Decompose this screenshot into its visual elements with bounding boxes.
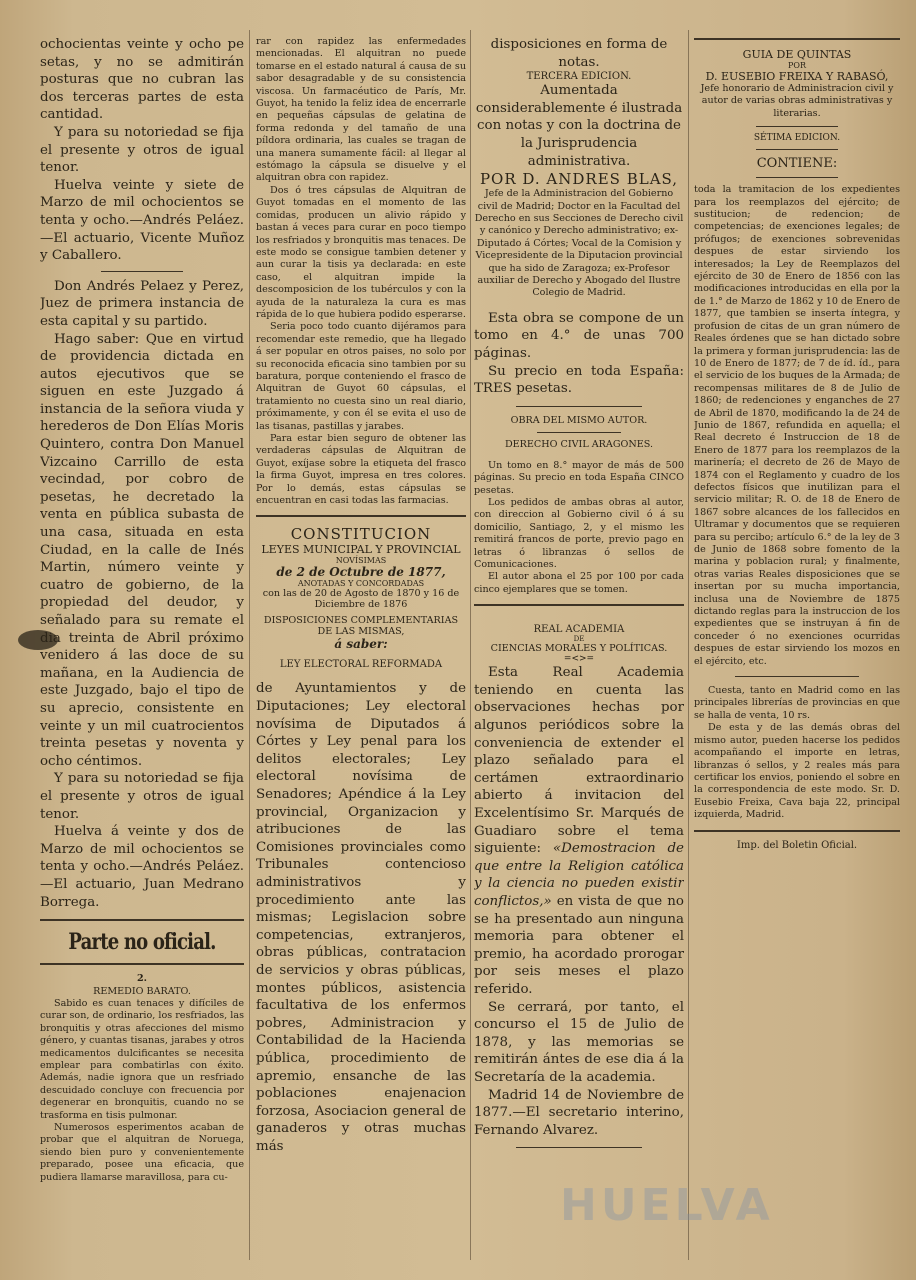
- section-heading: REAL ACADEMIA: [533, 624, 625, 636]
- divider: [694, 830, 900, 832]
- ad-date: de 2 de Octubre de 1877,: [276, 565, 446, 580]
- section-heading: DERECHO CIVIL ARAGONES.: [504, 438, 654, 450]
- divider: [756, 177, 838, 178]
- column-4: [694, 36, 900, 851]
- paragraph: Aumentada considerablemente é ilustrada con notas y con la doctrina de la Jurisprudencia administrativa.: [475, 83, 683, 169]
- ornament: =<>=: [563, 654, 595, 665]
- paragraph: Esta Real Academia teniendo en cuenta las observaciones hechas por algunos periódicos sobre la conveniencia de extender el plazo señalado para el certámen extraordinario abierto á invitacion del Excelentísimo Sr. Marqués de Guadiaro sobre el tema siguiente: «Demostracion de que entre la Religion católica y la ciencia no pueden existir conflictos,» en vista de que no se ha presentado aun ninguna memoria para obtener el premio, ha acordado prorogar por seis meses el plazo referido.: [474, 665, 684, 997]
- edition: TERCERA EDICION.: [526, 71, 632, 83]
- paragraph: de Ayuntamientos y de Diputaciones; Ley electoral novísima de Diputados á Córtes y Ley penal para los delitos electorales; Ley electoral novísima de Senadores; Apéndice á la Ley provincial, Organizacion y atribuciones de las Comisiones provinciales como Tribunales contencioso administrativos y procedimiento ante las mismas; Legislacion sobre competencias, extranjeros, obras públicas, contratacion de servicios y obras públicas, montes públicos, asistencia facultativa de los enfermos pobres, Administracion y Contabilidad de la Hacienda pública, procedimiento de apremio, ensanche de las poblaciones enajenacion forzosa, Asociacion general de ganaderos y otras muchas más: [256, 681, 466, 1154]
- paragraph: rar con rapidez las enfermedades mencionadas. El alquitran no puede tomarse en el estado natural á causa de su sabor desagradable y de su consistencia viscosa. Un farmacéutico de París, Mr. Guyot, ha tenido la feliz idea de encerrarle en pequeñas cápsulas de gelatina de forma redonda y del tamaño de una píldora ordinaria, las cuales se tragan de una manera sumamente fácil: al llegar al estómago la cápsula se disuelve y el alquitran obra con rapidez.: [256, 36, 466, 184]
- article-number: 2.: [136, 973, 147, 985]
- watermark: HUELVA: [560, 1180, 774, 1231]
- ad-title: CONSTITUCION: [290, 525, 432, 544]
- printer-imprint: Imp. del Boletin Oficial.: [736, 839, 858, 851]
- paragraph: Se cerrará, por tanto, el concurso el 15 de Julio de 1878, y las memorias se remitirán ántes de ese dia á la Secretaría de la academia.: [474, 999, 684, 1085]
- paragraph: Huelva veinte y siete de Marzo de mil ochocientos se tenta y ocho.—Andrés Peláez.—El actuario, Vicente Muñoz y Caballero.: [40, 177, 244, 264]
- ad-subtitle: á saber:: [334, 637, 388, 652]
- column-divider: [249, 30, 250, 1260]
- section-title: Parte no oficial.: [68, 929, 216, 956]
- divider: [101, 271, 183, 272]
- paragraph: Esta obra se compone de un tomo en 4.° de unas 700 páginas.: [474, 310, 684, 361]
- paragraph: Y para su notoriedad se fija el presente y otros de igual tenor.: [40, 124, 244, 176]
- ad-subtitle: NOVÍSIMAS: [335, 556, 387, 566]
- section-heading: OBRA DEL MISMO AUTOR.: [510, 414, 648, 426]
- edition: SÉTIMA EDICION.: [753, 133, 841, 144]
- column-3: [474, 36, 684, 1156]
- column-divider: [688, 30, 689, 1260]
- divider: [537, 432, 621, 433]
- paragraph: Sabido es cuan tenaces y difíciles de curar son, de ordinario, los resfriados, las bronquitis y otras afecciones del mismo género, y cuantas tisanas, jarabes y otros medicamentos dulcificantes se necesita emplear para combatirlas con éxito. Además, nadie ignora que un resfriado descuidado concluye con frecuencia por degenerar en bronquitis, cuando no se trasforma en tisis pulmonar.: [40, 997, 244, 1121]
- divider: [516, 406, 642, 407]
- section-heading: DE: [573, 635, 585, 644]
- divider: [756, 149, 838, 150]
- paragraph: Seria poco todo cuanto dijéramos para recomendar este remedio, que ha llegado á ser popular en otros paises, no solo por su reconocida eficacia sino tambien por su baratura, porque conteniendo el frasco de Alquitran de Guyot 60 cápsulas, el tratamiento no cuesta sino un real diario, próximamente, y con él se evita el uso de las tisanas, pastillas y jarabes.: [256, 321, 466, 432]
- book-title: GUIA DE QUINTAS: [742, 48, 852, 61]
- paragraph: Madrid 14 de Noviembre de 1877.—El secretario interino, Fernando Alvarez.: [474, 1087, 684, 1138]
- paragraph: Hago saber: Que en virtud de providencia dictada en autos ejecutivos que se siguen en este Juzgado á instancia de la señora viuda y herederos de Don Elías Moris Quintero, contra Don Manuel Vizcaino Carrillo de esta vecindad, por cobro de pesetas, he decretado la venta en pública subasta de una casa, situada en esta Ciudad, en la calle de Inés Martin, número veinte y cuatro de gobierno, de la propiedad del deudor, y señalado para su remate el dia treinta de Abril próximo venidero á las doce de su mañana, en la Audiencia de este Juzgado, bajo el tipo de su aprecio, consistente en veinte y un mil cuatrocientos treinta pesetas y noventa y ocho céntimos.: [40, 331, 244, 769]
- paragraph: Para estar bien seguro de obtener las verdaderas cápsulas de Alquitran de Guyot, exíjase sobre la etiqueta del frasco la firma Guyot, impresa en tres colores. Por lo demás, estas cápsulas se encuentran en casi todas las farmacias.: [256, 433, 466, 507]
- paragraph: Su precio en toda España: TRES pesetas.: [474, 363, 684, 397]
- paragraph: toda la tramitacion de los expedientes para los reemplazos del ejército; de sustitucion; de redencion; de competencias; de exenciones legales; de prófugos; de exenciones sobrevenidas despues de estar sirviendo los interesados; la Ley de Reemplazos del ejército de 30 de Enero de 1856 con las modificaciones introducidas en ella por la de 1.° de Marzo de 1862 y 10 de Enero de 1877, que tambien se inserta íntegra, y profusion de citas de un gran número de Reales órdenes que se han dictado sobre la primera y forman jurisprudencia: las de 10 de Enero de 1877; de 7 de íd. íd., para el servicio de los buques de la Armada; de recompensas militares de 8 de Julio de 1860; de redenciones y enganches de 27 de Abril de 1870, modificando la de 24 de Junio de 1867, refundida en aquella; el Real decreto é Instruccion de 18 de Enero de 1877 para los reemplazos de la marinería; el decreto de 26 de Mayo de 1874 con el Reglamento y cuadro de los defectos físicos que inutilizan para el servicio militar; R. O. de 18 de Enero de 1867 sobre alcances de los fallecidos en Ultramar y documentos que se requieren para su percibo; artículo 6.° de la ley de 3 de Junio de 1868 sobre fomento de la marina y poblacion rural; y finalmente, otras varias Reales disposiciones que se insertan por su mucha importancia, inclusa una de Noviembre de 1875 dictando reglas para la instruccion de los expedientes que se instruyan á fin de conceder ó no exenciones ocurridas despues de estar sirviendo los mozos en el ejército, etc.: [694, 184, 900, 667]
- ad-subtitle: ANOTADAS Y CONCORDADAS: [297, 579, 425, 589]
- author: D. EUSEBIO FREIXA Y RABASÓ,: [705, 70, 889, 83]
- section-heading: CONTIENE:: [756, 156, 838, 172]
- ad-subtitle: LEYES MUNICIPAL Y PROVINCIAL: [261, 543, 461, 557]
- divider: [735, 676, 859, 677]
- paragraph: Numerosos esperimentos acaban de probar que el alquitran de Noruega, siendo bien puro y convenientemente preparado, posee una eficacia, que pudiera llamarse maravillosa, para cu-: [40, 1121, 244, 1183]
- ad-subtitle: con las de 20 de Agosto de 1870 y 16 de Diciembre de 1876: [262, 588, 460, 611]
- paragraph: De esta y de las demás obras del mismo autor, pueden hacerse los pedidos acompañando el importe en letras, libranzas ó sellos, y 2 reales más para certificar los envios, poniendo el sobre en la correspondencia de este modo. Sr. D. Eusebio Freixa, Cava baja 22, principal izquierda, Madrid.: [694, 722, 900, 821]
- divider: [756, 126, 838, 127]
- author: POR D. ANDRES BLAS,: [479, 170, 679, 189]
- divider: [40, 963, 244, 965]
- ad-subtitle: LEY ELECTORAL REFORMADA: [279, 659, 443, 671]
- divider: [694, 38, 900, 40]
- divider: [256, 515, 466, 517]
- paragraph: Y para su notoriedad se fija el presente y otros de igual tenor.: [40, 771, 244, 822]
- column-divider: [470, 30, 471, 1260]
- paragraph: ochocientas veinte y ocho pe setas, y no se admitirán posturas que no cubran las dos terceras partes de esta cantidad.: [40, 37, 244, 123]
- paragraph: Jefe de la Administracion del Gobierno civil de Madrid; Doctor en la Facultad del Derecho en sus Secciones de Derecho civil y canónico y Derecho administrativo; ex-Diputado á Córtes; Vocal de la Comision y Vicepresidente de la Diputacion provincial que ha sido de Zaragoza; ex-Profesor auxiliar de Derecho y Abogado del Ilustre Colegio de Madrid.: [474, 188, 684, 299]
- by-label: POR: [788, 61, 806, 70]
- column-1: [40, 36, 244, 1184]
- divider: [474, 604, 684, 606]
- ad-subtitle: DISPOSICIONES COMPLEMENTARIAS DE LAS MISMAS,: [263, 615, 459, 638]
- divider: [516, 1147, 642, 1148]
- paragraph: El autor abona el 25 por 100 por cada cinco ejemplares que se tomen.: [474, 571, 684, 595]
- paragraph: Los pedidos de ambas obras al autor, con direccion al Gobierno civil ó á su domicilio, Santiago, 2, y el mismo les remitirá francos de porte, previo pago en letras ó libranzas ó sellos de Comunicaciones.: [474, 497, 684, 571]
- divider: [40, 919, 244, 921]
- paragraph: Un tomo en 8.° mayor de más de 500 páginas. Su precio en toda España CINCO pesetas.: [474, 459, 684, 496]
- article-title: REMEDIO BARATO.: [93, 985, 191, 997]
- paragraph: Cuesta, tanto en Madrid como en las principales librerías de provincias en que se halla de venta, 10 rs.: [694, 685, 900, 721]
- section-heading: CIENCIAS MORALES Y POLÍTICAS.: [490, 643, 668, 655]
- paragraph: Huelva á veinte y dos de Marzo de mil ochocientos se tenta y ocho.—Andrés Peláez.—El actuario, Juan Medrano Borrega.: [40, 824, 244, 910]
- paragraph: Jefe honorario de Administracion civil y autor de varias obras administrativas y literarias.: [700, 83, 894, 119]
- column-2: [256, 36, 466, 1155]
- edict-heading: Don Andrés Pelaez y Perez, Juez de primera instancia de esta capital y su partido.: [40, 278, 244, 329]
- paragraph: disposiciones en forma de notas.: [490, 37, 668, 70]
- paragraph: Dos ó tres cápsulas de Alquitran de Guyot tomadas en el momento de las comidas, producen un alivio rápido y bastan á veces para curar en poco tiempo los resfriados y bronquitis mas tenaces. De este modo se consigue tambien detener y aun curar la tisis ya declarada: en este caso, el alquitran impide la descomposicion de los tubérculos y con la ayuda de la naturaleza la cura es mas rápida de lo que hubiera podido esperarse.: [256, 184, 466, 320]
